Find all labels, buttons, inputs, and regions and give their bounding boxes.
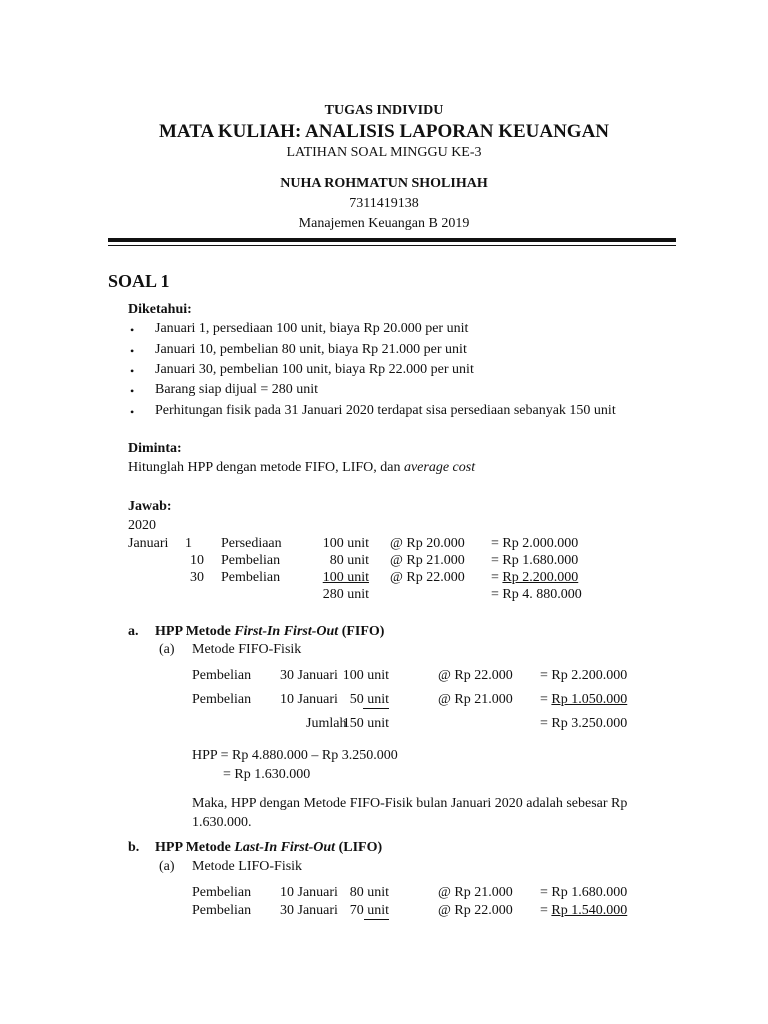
table-cell: = Rp 1.680.000 <box>491 553 579 568</box>
fifo-conclusion-line1: Maka, HPP dengan Metode FIFO-Fisik bulan Januari 2020 adalah sebesar Rp <box>192 796 628 811</box>
table-cell: Pembelian <box>221 553 281 568</box>
table-cell: 30 Januari <box>280 668 338 683</box>
table-cell: = Rp 1.050.000 <box>540 692 628 707</box>
table-cell: 80 unit <box>349 885 389 900</box>
table-cell: 30 <box>190 570 204 585</box>
table-cell: @ Rp 21.000 <box>390 553 465 568</box>
bullet-icon: • <box>130 344 135 358</box>
table-cell: @ Rp 22.000 <box>438 903 513 918</box>
bullet-icon: • <box>130 405 135 419</box>
table-cell: 10 <box>190 553 204 568</box>
fifo-marker: a. <box>128 624 139 639</box>
table-cell: 50 unit <box>349 692 389 707</box>
table-cell: = Rp 2.200.000 <box>491 570 579 585</box>
table-cell: 30 Januari <box>280 903 338 918</box>
lifo-sub-title: Metode LIFO-Fisik <box>192 859 303 874</box>
table-cell: 10 Januari <box>280 692 338 707</box>
list-item: Perhitungan fisik pada 31 Januari 2020 terdapat sisa persediaan sebanyak 150 unit <box>155 403 616 418</box>
jumlah-total: = Rp 3.250.000 <box>540 716 628 731</box>
month-label: Januari <box>128 536 169 551</box>
sum-units: 280 unit <box>322 587 369 602</box>
table-cell: @ Rp 21.000 <box>438 692 513 707</box>
doc-subtitle: LATIHAN SOAL MINGGU KE-3 <box>286 145 482 160</box>
table-cell: 70 unit <box>349 903 389 918</box>
lifo-sub-marker: (a) <box>159 859 175 874</box>
bullet-icon: • <box>130 384 135 398</box>
diminta-label: Diminta: <box>128 441 182 456</box>
fifo-sub-title: Metode FIFO-Fisik <box>192 642 302 657</box>
table-cell: Pembelian <box>192 903 252 918</box>
table-cell: 100 unit <box>322 570 369 585</box>
table-cell: @ Rp 20.000 <box>390 536 465 551</box>
table-cell: = Rp 2.200.000 <box>540 668 628 683</box>
diketahui-label: Diketahui: <box>128 302 192 317</box>
table-cell: Persediaan <box>221 536 282 551</box>
header-divider-thick <box>108 238 676 242</box>
table-cell: @ Rp 22.000 <box>390 570 465 585</box>
jawab-label: Jawab: <box>128 499 172 514</box>
author-name: NUHA ROHMATUN SHOLIHAH <box>280 176 488 191</box>
table-cell: 100 unit <box>322 536 369 551</box>
list-item: Barang siap dijual = 280 unit <box>155 382 319 397</box>
author-nim: 7311419138 <box>349 196 419 211</box>
lifo-title: HPP Metode Last-In First-Out (LIFO) <box>155 840 383 855</box>
doc-header-line1: TUGAS INDIVIDU <box>324 103 444 118</box>
header-divider-thin <box>108 245 676 246</box>
table-cell: 80 unit <box>329 553 369 568</box>
jawab-year: 2020 <box>128 518 156 533</box>
table-cell: @ Rp 21.000 <box>438 885 513 900</box>
table-cell: Pembelian <box>192 885 252 900</box>
diminta-text: Hitunglah HPP dengan metode FIFO, LIFO, dan average cost <box>128 460 476 475</box>
bullet-icon: • <box>130 364 135 378</box>
fifo-sub-marker: (a) <box>159 642 175 657</box>
hpp-calc-line2: = Rp 1.630.000 <box>223 767 311 782</box>
table-cell: @ Rp 22.000 <box>438 668 513 683</box>
jumlah-label: Jumlah <box>306 716 347 731</box>
lifo-marker: b. <box>128 840 140 855</box>
sum-total: = Rp 4. 880.000 <box>491 587 582 602</box>
table-cell: Pembelian <box>192 692 252 707</box>
list-item: Januari 30, pembelian 100 unit, biaya Rp 22.000 per unit <box>155 362 474 377</box>
hpp-calc-line1: HPP = Rp 4.880.000 – Rp 3.250.000 <box>192 748 398 763</box>
table-cell: 100 unit <box>342 668 389 683</box>
fifo-conclusion-line2: 1.630.000. <box>192 815 252 830</box>
list-item: Januari 1, persediaan 100 unit, biaya Rp 20.000 per unit <box>155 321 469 336</box>
bullet-icon: • <box>130 323 135 337</box>
doc-title: MATA KULIAH: ANALISIS LAPORAN KEUANGAN <box>158 121 610 142</box>
fifo-title: HPP Metode First-In First-Out (FIFO) <box>155 624 385 639</box>
table-cell: Pembelian <box>192 668 252 683</box>
section-title: SOAL 1 <box>108 271 170 291</box>
table-cell: 1 <box>185 536 192 551</box>
list-item: Januari 10, pembelian 80 unit, biaya Rp 21.000 per unit <box>155 342 467 357</box>
jumlah-units: 150 unit <box>342 716 389 731</box>
table-cell: 10 Januari <box>280 885 338 900</box>
table-cell: = Rp 1.680.000 <box>540 885 628 900</box>
table-cell: = Rp 1.540.000 <box>540 903 628 918</box>
table-cell: = Rp 2.000.000 <box>491 536 579 551</box>
table-cell: Pembelian <box>221 570 281 585</box>
author-class: Manajemen Keuangan B 2019 <box>298 216 470 231</box>
